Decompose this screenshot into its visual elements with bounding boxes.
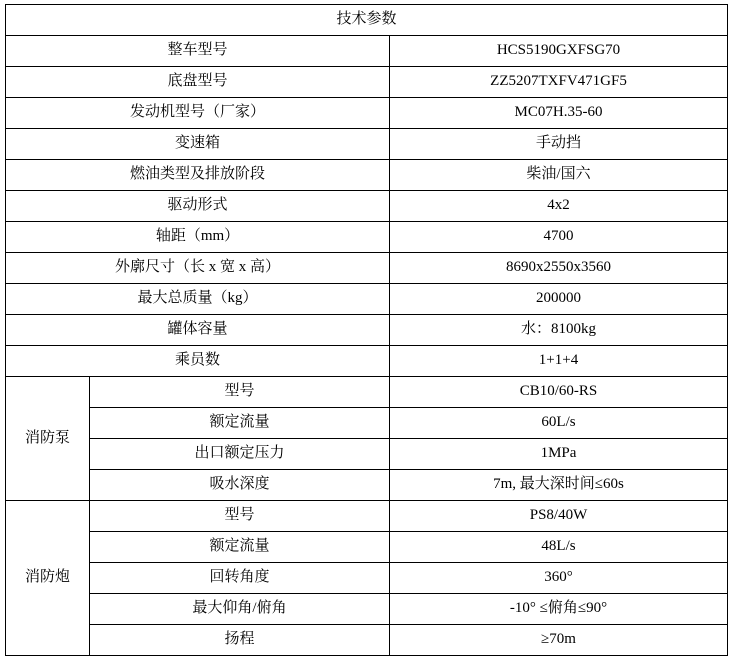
- row-label: 罐体容量: [6, 315, 390, 346]
- row-label: 驱动形式: [6, 191, 390, 222]
- technical-parameters-table: [5, 4, 728, 656]
- row-label: 变速箱: [6, 129, 390, 160]
- row-value: MC07H.35-60: [390, 98, 728, 129]
- row-label: 整车型号: [6, 36, 390, 67]
- row-value: 4x2: [390, 191, 728, 222]
- row-label: 吸水深度: [90, 470, 390, 501]
- row-label: 最大仰角/俯角: [90, 594, 390, 625]
- row-value: -10° ≤俯角≤90°: [390, 594, 728, 625]
- row-label: 出口额定压力: [90, 439, 390, 470]
- table-title: 技术参数: [6, 5, 728, 36]
- row-value: ZZ5207TXFV471GF5: [390, 67, 728, 98]
- row-value: 1MPa: [390, 439, 728, 470]
- table-row: [6, 470, 728, 501]
- row-value: 7m, 最大深时间≤60s: [390, 470, 728, 501]
- row-label: 回转角度: [90, 563, 390, 594]
- group-label-fire-monitor: 消防炮: [6, 501, 90, 656]
- table-row: [6, 377, 728, 408]
- row-value: 4700: [390, 222, 728, 253]
- table-row: [6, 346, 728, 377]
- row-label: 轴距（mm）: [6, 222, 390, 253]
- table-row: [6, 439, 728, 470]
- table-row: [6, 408, 728, 439]
- table-row: [6, 501, 728, 532]
- row-value: 8690x2550x3560: [390, 253, 728, 284]
- row-value: 柴油/国六: [390, 160, 728, 191]
- table-row: [6, 222, 728, 253]
- row-value: 360°: [390, 563, 728, 594]
- table-row: [6, 129, 728, 160]
- row-value: 48L/s: [390, 532, 728, 563]
- row-label: 最大总质量（kg）: [6, 284, 390, 315]
- table-row: [6, 625, 728, 656]
- row-value: 手动挡: [390, 129, 728, 160]
- row-label: 外廓尺寸（长 x 宽 x 高）: [6, 253, 390, 284]
- table-row: [6, 532, 728, 563]
- row-label: 乘员数: [6, 346, 390, 377]
- table-row: [6, 191, 728, 222]
- row-label: 燃油类型及排放阶段: [6, 160, 390, 191]
- row-label: 底盘型号: [6, 67, 390, 98]
- table-row: [6, 36, 728, 67]
- row-value: 60L/s: [390, 408, 728, 439]
- table-row: [6, 98, 728, 129]
- row-value: ≥70m: [390, 625, 728, 656]
- table-row: [6, 315, 728, 346]
- row-value: PS8/40W: [390, 501, 728, 532]
- row-label: 型号: [90, 501, 390, 532]
- table-row: [6, 160, 728, 191]
- row-label: 发动机型号（厂家）: [6, 98, 390, 129]
- row-value: 200000: [390, 284, 728, 315]
- table-row: [6, 253, 728, 284]
- table-row: [6, 284, 728, 315]
- group-label-fire-pump: 消防泵: [6, 377, 90, 501]
- row-label: 扬程: [90, 625, 390, 656]
- row-value: 1+1+4: [390, 346, 728, 377]
- table-row: [6, 67, 728, 98]
- row-value: 水：8100kg: [390, 315, 728, 346]
- table-row: [6, 563, 728, 594]
- table-title-row: [6, 5, 728, 36]
- row-value: CB10/60-RS: [390, 377, 728, 408]
- table-row: [6, 594, 728, 625]
- row-value: HCS5190GXFSG70: [390, 36, 728, 67]
- row-label: 型号: [90, 377, 390, 408]
- row-label: 额定流量: [90, 532, 390, 563]
- spec-sheet-page: [0, 4, 734, 648]
- row-label: 额定流量: [90, 408, 390, 439]
